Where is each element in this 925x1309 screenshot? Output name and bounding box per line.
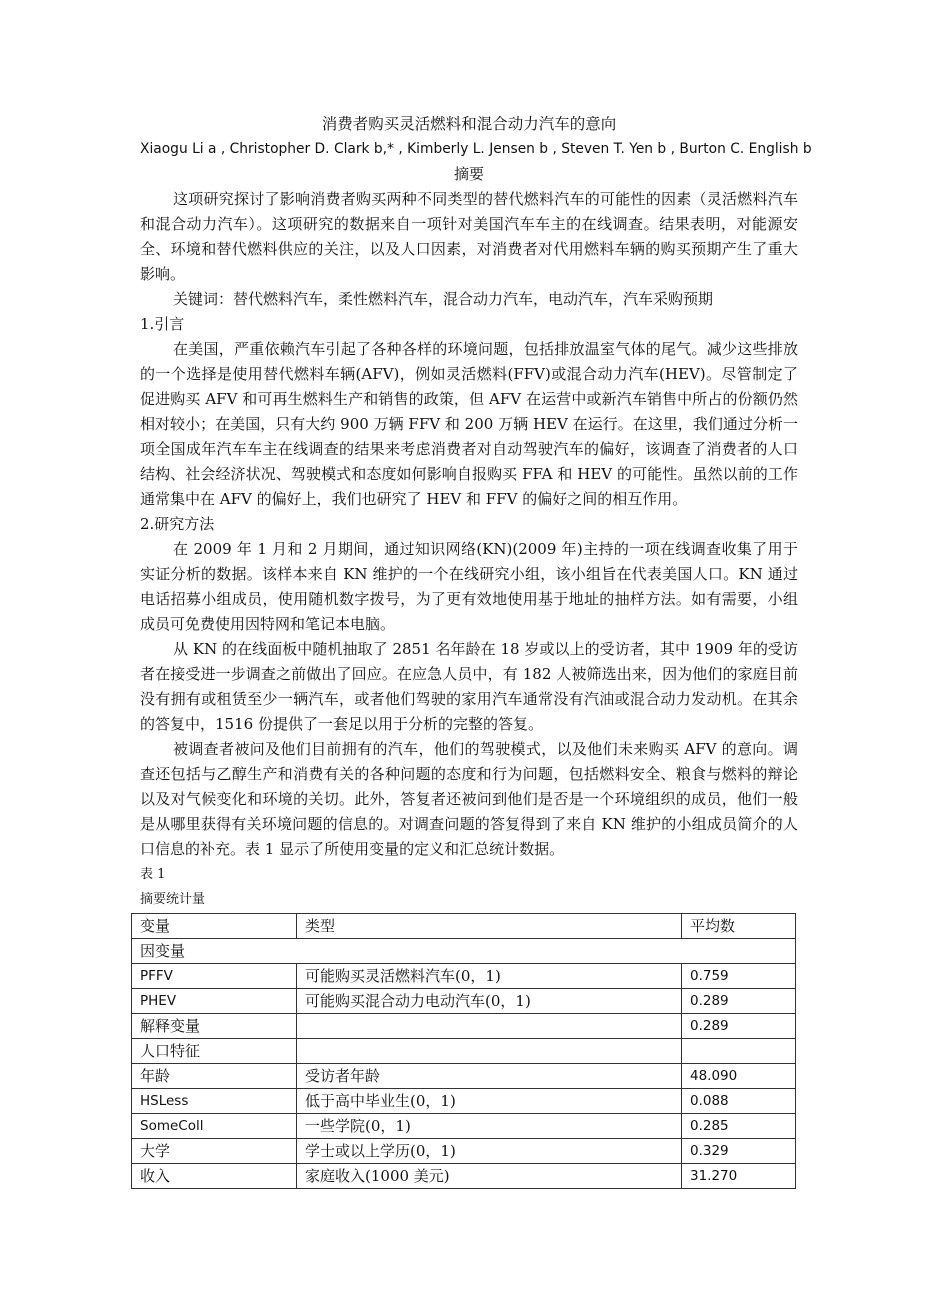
group-dependent-variables: 因变量	[132, 939, 796, 964]
cell-mean: 0.285	[682, 1114, 796, 1139]
table-caption: 摘要统计量	[140, 892, 206, 907]
cell-type: 一些学院(0，1)	[297, 1114, 682, 1139]
cell-mean: 0.289	[682, 1014, 796, 1039]
summary-statistics-table-wrap	[131, 913, 795, 1189]
header-variable: 变量	[132, 914, 297, 939]
section2-paragraph-2: 从 KN 的在线面板中随机抽取了 2851 名年龄在 18 岁或以上的受访者，其中 1909 年的受访者在接受进一步调查之前做出了回应。在应急人员中，有 182 人被筛选出来，因为他们的家庭目前没有拥有或租赁至少一辆汽车，或者他们驾驶的家用汽车通常没有汽油或混合动力发动机。在其余的答复中，1516 份提供了一套足以用于分析的完整的答复。	[140, 640, 798, 733]
cell-type: 可能购买混合动力电动汽车(0，1)	[297, 989, 682, 1014]
cell-variable: SomeColl	[132, 1114, 297, 1139]
section2-paragraph-3: 被调查者被问及他们目前拥有的汽车，他们的驾驶模式，以及他们未来购买 AFV 的意向。调查还包括与乙醇生产和消费有关的各种问题的态度和行为问题，包括燃料安全、粮食与燃料的辩论以及对气候变化和环境的关切。此外，答复者还被问到他们是否是一个环境组织的成员，他们一般是从哪里获得有关环境问题的信息的。对调查问题的答复得到了来自 KN 维护的小组成员简介的人口信息的补充。表 1 显示了所使用变量的定义和汇总统计数据。	[140, 740, 798, 858]
table-row	[132, 939, 796, 964]
section2-heading: 2.研究方法	[140, 515, 215, 533]
cell-mean: 0.759	[682, 964, 796, 989]
document-title: 消费者购买灵活燃料和混合动力汽车的意向	[321, 115, 617, 133]
cell-type	[297, 1039, 682, 1064]
cell-variable: PFFV	[132, 964, 297, 989]
cell-type: 可能购买灵活燃料汽车(0，1)	[297, 964, 682, 989]
author-list: Xiaogu Li a , Christopher D. Clark b,* , Kimberly L. Jensen b , Steven T. Yen b , Burton C. English b	[140, 141, 812, 157]
header-type: 类型	[297, 914, 682, 939]
table-row	[132, 1139, 796, 1164]
table-label: 表 1	[140, 867, 166, 882]
cell-mean	[682, 1039, 796, 1064]
cell-variable: 大学	[132, 1139, 297, 1164]
table-row	[132, 1164, 796, 1189]
cell-variable: 年龄	[132, 1064, 297, 1089]
summary-statistics-table	[131, 913, 796, 1189]
cell-type	[297, 1014, 682, 1039]
table-row	[132, 1039, 796, 1064]
section1-heading: 1.引言	[140, 315, 185, 333]
keywords: 关键词：替代燃料汽车，柔性燃料汽车，混合动力汽车，电动汽车，汽车采购预期	[173, 290, 714, 308]
table-header-row	[132, 914, 796, 939]
cell-variable: PHEV	[132, 989, 297, 1014]
table-row	[132, 989, 796, 1014]
cell-mean: 31.270	[682, 1164, 796, 1189]
header-mean: 平均数	[682, 914, 796, 939]
table-row	[132, 964, 796, 989]
cell-variable: 收入	[132, 1164, 297, 1189]
cell-mean: 48.090	[682, 1064, 796, 1089]
cell-type: 学士或以上学历(0，1)	[297, 1139, 682, 1164]
cell-variable: 人口特征	[132, 1039, 297, 1064]
cell-mean: 0.088	[682, 1089, 796, 1114]
abstract-heading: 摘要	[453, 165, 484, 183]
document-body	[140, 112, 812, 912]
cell-variable: 解释变量	[132, 1014, 297, 1039]
cell-type: 受访者年龄	[297, 1064, 682, 1089]
cell-type: 低于高中毕业生(0，1)	[297, 1089, 682, 1114]
cell-mean: 0.329	[682, 1139, 796, 1164]
section2-paragraph-1: 在 2009 年 1 月和 2 月期间，通过知识网络(KN)(2009 年)主持的一项在线调查收集了用于实证分析的数据。该样本来自 KN 维护的一个在线研究小组，该小组旨在代表美国人口。KN 通过电话招募小组成员，使用随机数字拨号，为了更有效地使用基于地址的抽样方法。如有需要，小组成员可免费使用因特网和笔记本电脑。	[140, 540, 798, 633]
table-row	[132, 1089, 796, 1114]
cell-mean: 0.289	[682, 989, 796, 1014]
table-row	[132, 1014, 796, 1039]
cell-type: 家庭收入(1000 美元)	[297, 1164, 682, 1189]
table-row	[132, 1114, 796, 1139]
table-row	[132, 1064, 796, 1089]
section1-paragraph: 在美国，严重依赖汽车引起了各种各样的环境问题，包括排放温室气体的尾气。减少这些排放的一个选择是使用替代燃料车辆(AFV)，例如灵活燃料(FFV)或混合动力汽车(HEV)。尽管制定了促进购买 AFV 和可再生燃料生产和销售的政策，但 AFV 在运营中或新汽车销售中所占的份额仍然相对较小；在美国，只有大约 900 万辆 FFV 和 200 万辆 HEV 在运行。在这里，我们通过分析一项全国成年汽车车主在线调查的结果来考虑消费者对自动驾驶汽车的偏好，该调查了消费者的人口结构、社会经济状况、驾驶模式和态度如何影响自报购买 FFA 和 HEV 的可能性。虽然以前的工作通常集中在 AFV 的偏好上，我们也研究了 HEV 和 FFV 的偏好之间的相互作用。	[140, 340, 798, 508]
abstract-text: 这项研究探讨了影响消费者购买两种不同类型的替代燃料汽车的可能性的因素（灵活燃料汽车和混合动力汽车）。这项研究的数据来自一项针对美国汽车车主的在线调查。结果表明，对能源安全、环境和替代燃料供应的关注，以及人口因素，对消费者对代用燃料车辆的购买预期产生了重大影响。	[140, 190, 798, 283]
cell-variable: HSLess	[132, 1089, 297, 1114]
